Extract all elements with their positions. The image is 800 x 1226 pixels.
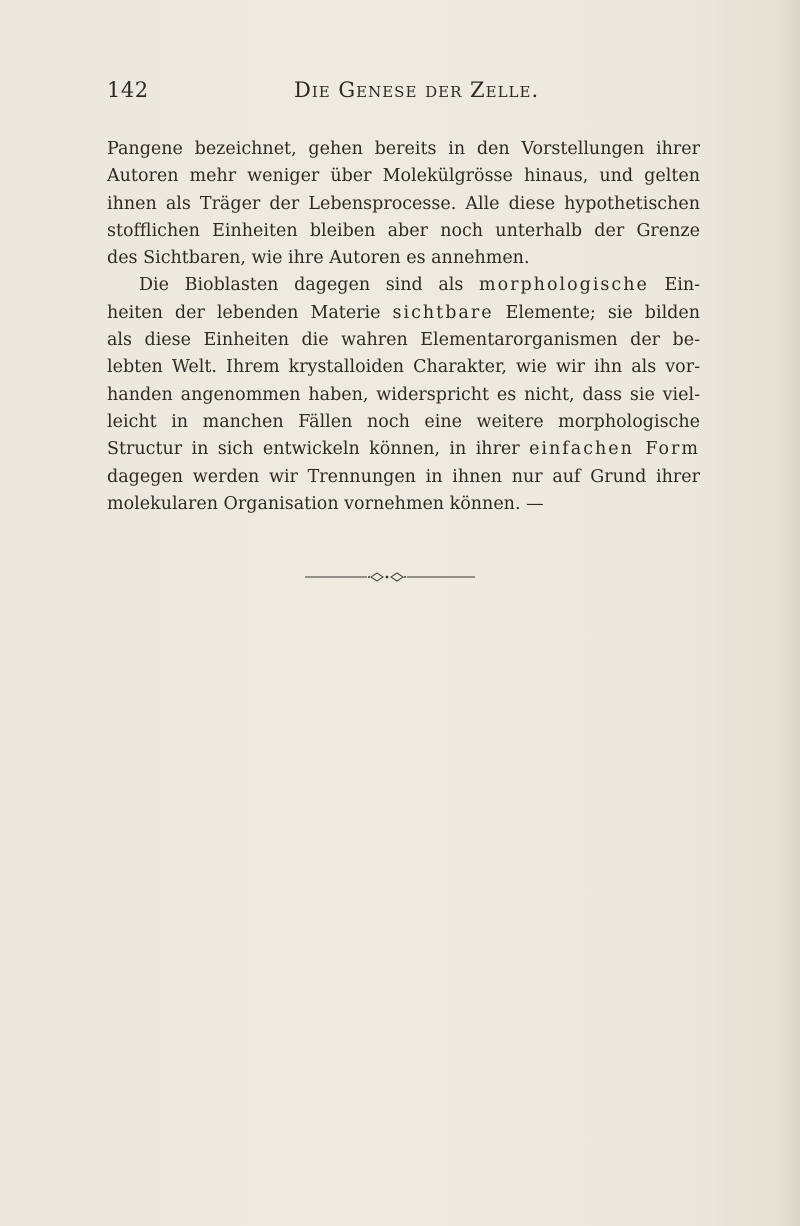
text-line: leicht in manchen Fällen noch eine weitere morphologische [107,411,700,432]
spaced-emphasis: sichtbare [392,302,494,323]
text-run: Die Bioblasten dagegen sind als [139,275,479,296]
text-line: molekularen Organisation vornehmen können. — [107,493,544,514]
text-line: Autoren mehr weniger über Molekülgrösse hinaus, und gelten [107,166,700,187]
text-line [107,272,700,299]
text-run: heiten der lebenden Materie [107,302,393,323]
text-run: Elemente; sie bilden [493,302,700,323]
page-number: 142 [107,78,149,102]
text-line: handen angenommen haben, widerspricht es nicht, dass sie viel- [107,384,700,405]
text-line: lebten Welt. Ihrem krystalloiden Charakter, wie wir ihn als vor- [107,357,700,378]
spaced-emphasis: morphologische [478,275,649,296]
text-line: dagegen werden wir Trennungen in ihnen nur auf Grund ihrer [107,466,700,487]
body-text [107,136,700,518]
text-line: des Sichtbaren, wie ihre Autoren es annehmen. [107,248,530,269]
page-header [107,78,697,108]
text-line: stofflichen Einheiten bleiben aber noch unterhalb der Grenze [107,220,700,241]
page-edge-shadow [780,0,800,1226]
spaced-emphasis: einfachen Form [529,439,701,460]
section-end-ornament [305,569,475,585]
running-title: Die Genese der Zelle. [294,78,540,102]
text-line: als diese Einheiten die wahren Elementarorganismen der be- [107,330,700,351]
text-line: ihnen als Träger der Lebensprocesse. Alle diese hypothetischen [107,193,700,214]
text-line [107,436,700,463]
text-line: Pangene bezeichnet, gehen bereits in den Vorstellungen ihrer [107,139,700,159]
text-run: Ein- [648,275,701,296]
text-line [107,300,700,327]
text-run: Structur in sich entwickeln können, in ihrer [107,439,530,460]
